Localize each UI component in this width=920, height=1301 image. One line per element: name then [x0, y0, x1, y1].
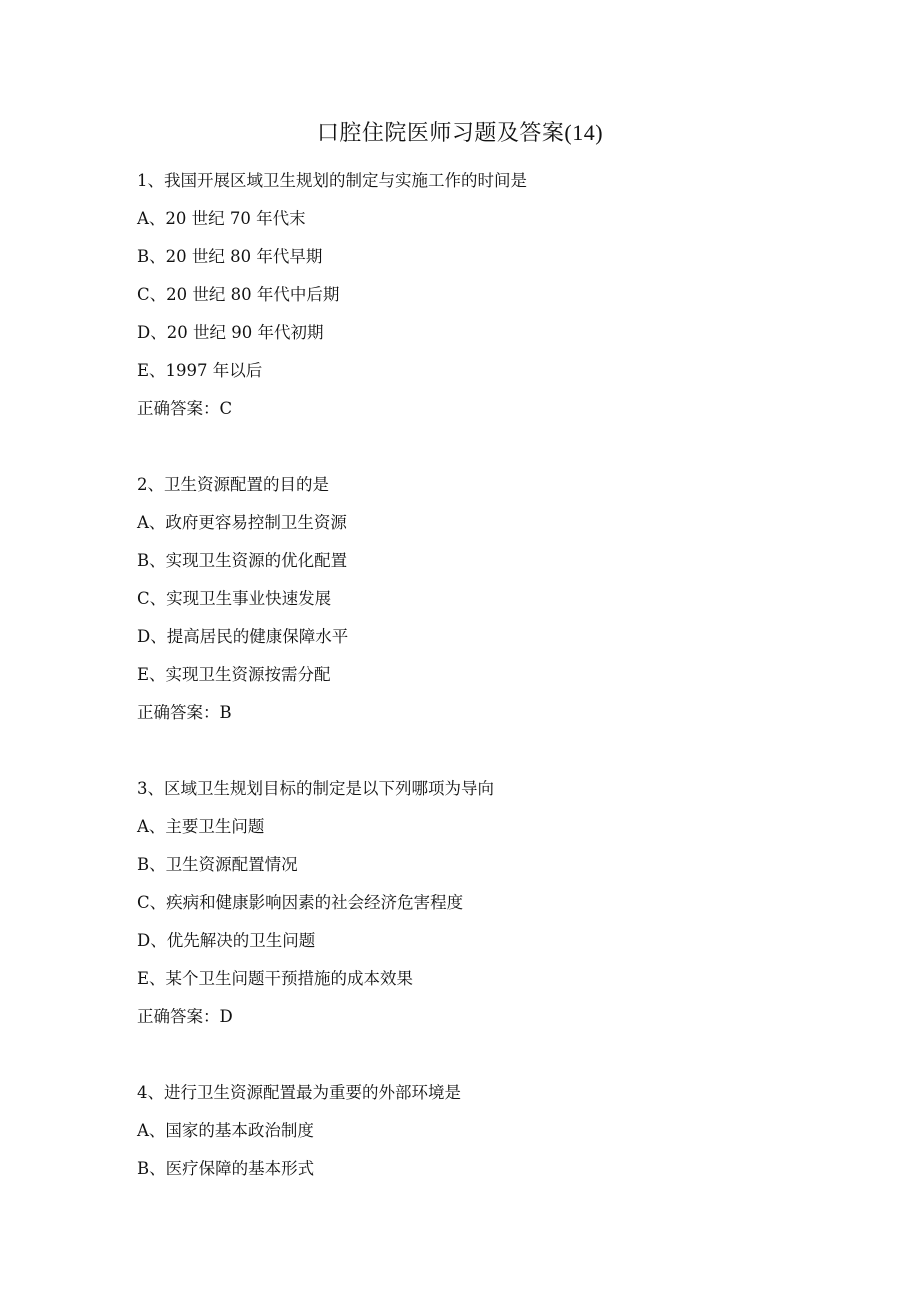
option-b: B、实现卫生资源的优化配置	[137, 551, 348, 570]
option-a: A、主要卫生问题	[137, 817, 265, 836]
question-2	[137, 466, 837, 732]
correct-answer: 正确答案：C	[137, 399, 233, 418]
option-c: C、实现卫生事业快速发展	[137, 589, 332, 608]
option-b: B、医疗保障的基本形式	[137, 1159, 315, 1178]
option-c: C、20 世纪 80 年代中后期	[137, 285, 340, 304]
question-4	[137, 1074, 837, 1188]
option-d: D、20 世纪 90 年代初期	[137, 323, 324, 342]
option-e: E、某个卫生问题干预措施的成本效果	[137, 969, 414, 988]
option-b: B、20 世纪 80 年代早期	[137, 247, 323, 266]
correct-answer: 正确答案：B	[137, 703, 232, 722]
document-title: 口腔住院医师习题及答案(14)	[316, 120, 604, 145]
question-3	[137, 770, 837, 1036]
option-e: E、实现卫生资源按需分配	[137, 665, 331, 684]
question-1	[137, 162, 837, 428]
option-d: D、优先解决的卫生问题	[137, 931, 316, 950]
question-stem: 1、我国开展区域卫生规划的制定与实施工作的时间是	[137, 171, 527, 190]
question-list	[137, 162, 837, 1226]
option-d: D、提高居民的健康保障水平	[137, 627, 349, 646]
correct-answer: 正确答案：D	[137, 1007, 233, 1026]
question-stem: 2、卫生资源配置的目的是	[137, 475, 329, 494]
option-c: C、疾病和健康影响因素的社会经济危害程度	[137, 893, 464, 912]
question-stem: 3、区域卫生规划目标的制定是以下列哪项为导向	[137, 779, 494, 798]
option-b: B、卫生资源配置情况	[137, 855, 298, 874]
option-e: E、1997 年以后	[137, 361, 263, 380]
option-a: A、20 世纪 70 年代末	[137, 209, 306, 228]
question-stem: 4、进行卫生资源配置最为重要的外部环境是	[137, 1083, 461, 1102]
option-a: A、国家的基本政治制度	[137, 1121, 314, 1140]
option-a: A、政府更容易控制卫生资源	[137, 513, 347, 532]
